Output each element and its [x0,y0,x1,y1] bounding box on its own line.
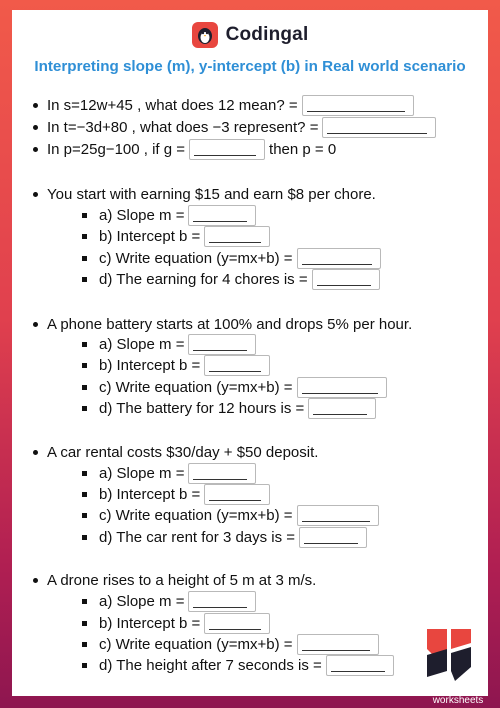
sub-question-text: a) Slope m = [99,206,185,224]
brand-header [12,17,488,53]
footer-brand-top: TOP [447,686,463,693]
brand-name: Codingal [225,24,309,45]
sub-question-text: d) The height after 7 seconds is = [99,656,322,674]
problem-statement-2 [33,313,412,335]
bullet [33,450,38,455]
worksheet-title: Interpreting slope (m), y-intercept (b) in Real world scenario [34,58,466,75]
answer-box[interactable] [297,377,387,398]
answer-box[interactable] [204,613,270,634]
question-text: In t=−3d+80 , what does −3 represent? = [47,118,319,136]
problem-text: A phone battery starts at 100% and drops 5% per hour. [47,315,413,333]
question-text: In p=25g−100 , if g = [47,140,186,158]
answer-box[interactable] [312,269,380,290]
square-bullet [82,471,87,476]
sub-question-text: c) Write equation (y=mx+b) = [99,378,293,396]
topworksheets-logo-icon [425,627,473,685]
sub-question [82,376,387,398]
answer-box[interactable] [204,226,270,247]
answer-box[interactable] [188,463,256,484]
problem-text: A car rental costs $30/day + $50 deposit. [47,443,319,461]
square-bullet [82,406,87,411]
sub-question [82,204,256,226]
square-bullet [82,213,87,218]
problem-text: A drone rises to a height of 5 m at 3 m/s. [47,571,317,589]
sub-question-text: c) Write equation (y=mx+b) = [99,506,293,524]
square-bullet [82,363,87,368]
bullet [33,322,38,327]
penguin-logo-icon [192,22,218,48]
sub-question-text: b) Intercept b = [99,485,201,503]
bullet [33,125,38,130]
answer-box[interactable] [188,591,256,612]
answer-box[interactable] [189,139,265,160]
intro-item-3 [33,138,336,160]
answer-box[interactable] [188,334,256,355]
problem-statement-1 [33,183,376,205]
square-bullet [82,256,87,261]
worksheet-page [12,10,488,696]
bullet [33,192,38,197]
question-text: In s=12w+45 , what does 12 mean? = [47,96,298,114]
sub-question [82,225,270,247]
sub-question-text: d) The battery for 12 hours is = [99,399,305,417]
sub-question-text: a) Slope m = [99,592,185,610]
bullet [33,147,38,152]
square-bullet [82,599,87,604]
answer-box[interactable] [297,248,381,269]
answer-box[interactable] [322,117,436,138]
sub-question [82,268,380,290]
sub-question [82,247,381,269]
sub-question [82,633,379,655]
square-bullet [82,621,87,626]
question-text-after: then p = 0 [269,140,337,158]
sub-question [82,397,376,419]
square-bullet [82,535,87,540]
sub-question-text: c) Write equation (y=mx+b) = [99,635,293,653]
sub-question-text: a) Slope m = [99,464,185,482]
square-bullet [82,513,87,518]
sub-question [82,504,379,526]
footer-brand-bottom: worksheets [432,695,484,706]
square-bullet [82,234,87,239]
sub-question [82,462,256,484]
sub-question-text: d) The car rent for 3 days is = [99,528,296,546]
problem-statement-3 [33,441,318,463]
answer-box[interactable] [188,205,256,226]
square-bullet [82,277,87,282]
square-bullet [82,642,87,647]
answer-box[interactable] [326,655,394,676]
sub-question [82,483,270,505]
sub-question [82,590,256,612]
bullet [33,103,38,108]
answer-box[interactable] [204,484,270,505]
answer-box[interactable] [204,355,270,376]
sub-question [82,354,270,376]
sub-question [82,612,270,634]
sub-question [82,654,394,676]
square-bullet [82,492,87,497]
square-bullet [82,663,87,668]
intro-item-2 [33,116,436,138]
sub-question-text: d) The earning for 4 chores is = [99,270,308,288]
problem-statement-4 [33,569,316,591]
sub-question-text: b) Intercept b = [99,356,201,374]
bullet [33,578,38,583]
answer-box[interactable] [297,634,379,655]
square-bullet [82,385,87,390]
sub-question-text: a) Slope m = [99,335,185,353]
sub-question [82,333,256,355]
sub-question [82,526,367,548]
square-bullet [82,342,87,347]
answer-box[interactable] [297,505,379,526]
sub-question-text: b) Intercept b = [99,614,201,632]
sub-question-text: b) Intercept b = [99,227,201,245]
sub-question-text: c) Write equation (y=mx+b) = [99,249,293,267]
problem-text: You start with earning $15 and earn $8 per chore. [47,185,376,203]
answer-box[interactable] [302,95,414,116]
answer-box[interactable] [308,398,376,419]
answer-box[interactable] [299,527,367,548]
intro-item-1 [33,94,414,116]
